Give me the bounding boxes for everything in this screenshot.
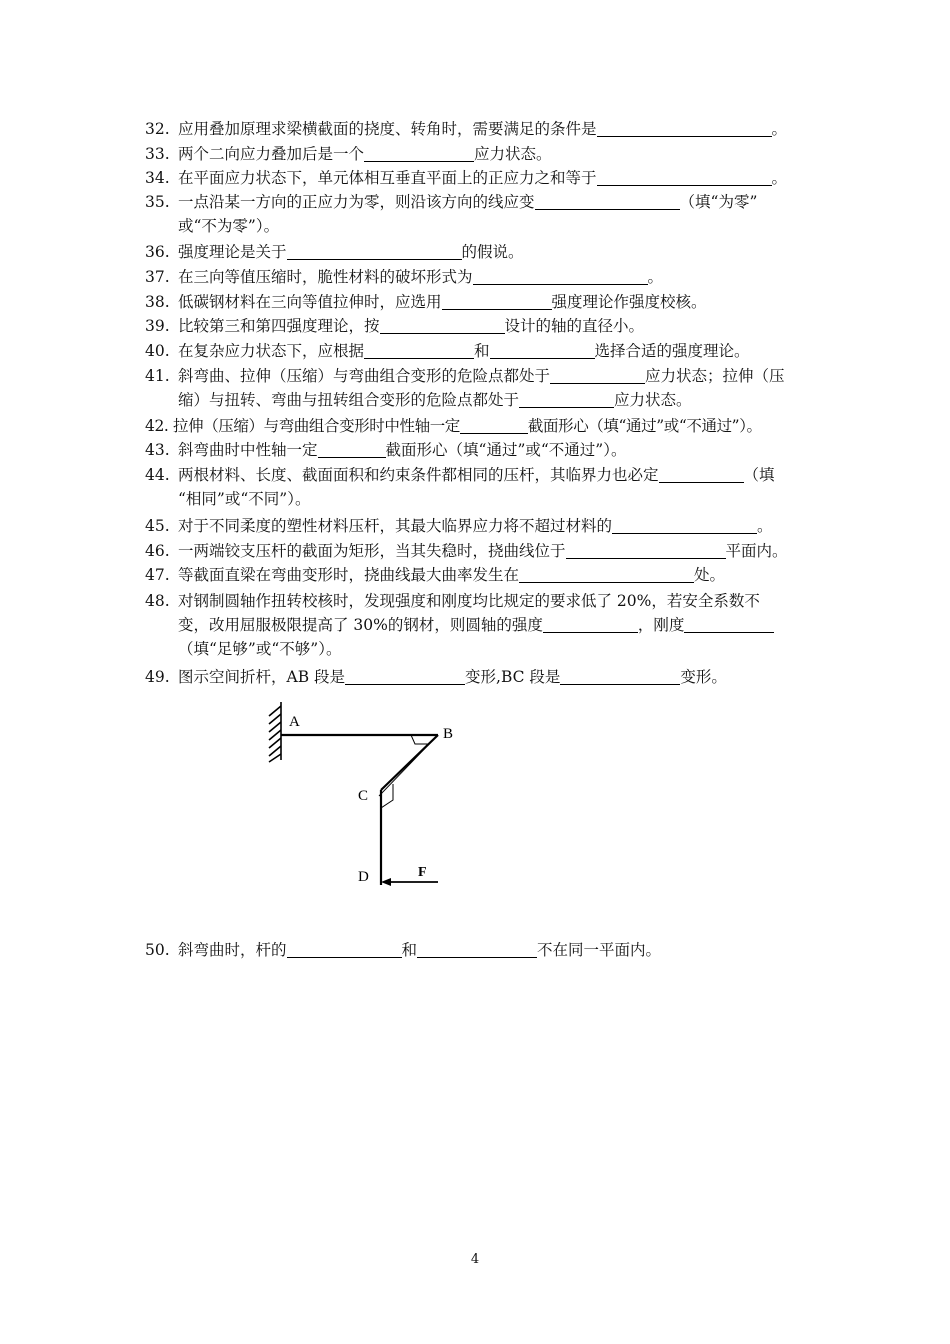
question-number: 35.: [145, 193, 170, 211]
question-text: 应用叠加原理求梁横截面的挠度、转角时，需要满足的条件是: [178, 120, 597, 138]
answer-blank[interactable]: [364, 145, 474, 162]
question-text: 一两端铰支压杆的截面为矩形，当其失稳时，挠曲线位于: [178, 542, 566, 560]
segment-bc-edge: [379, 740, 433, 796]
question-text: 。: [647, 268, 664, 286]
question-number: 47.: [145, 566, 170, 584]
question-text: 变形,BC 段是: [465, 668, 561, 686]
question-40: [145, 339, 810, 363]
question-number: 32.: [145, 120, 170, 138]
answer-blank[interactable]: [612, 517, 757, 534]
answer-blank[interactable]: [543, 616, 638, 633]
question-44: [145, 463, 810, 511]
question-text: 等截面直梁在弯曲变形时，挠曲线最大曲率发生在: [178, 566, 520, 584]
question-text: 斜弯曲、拉伸（压缩）与弯曲组合变形的危险点都处于: [178, 367, 551, 385]
answer-blank[interactable]: [684, 616, 774, 633]
question-text: （填“为零”: [679, 193, 758, 211]
question-text: 截面形心（填“通过”或“不通过”）。: [527, 417, 762, 435]
answer-blank[interactable]: [535, 193, 680, 210]
answer-blank[interactable]: [519, 391, 614, 408]
question-number: 41.: [145, 367, 170, 385]
label-d: D: [358, 869, 369, 885]
question-46: [145, 539, 810, 563]
question-41: [145, 364, 810, 412]
right-angle-mark-b: [411, 735, 429, 744]
label-a: A: [289, 714, 300, 730]
question-35: [145, 190, 810, 238]
question-45: [145, 514, 810, 538]
question-text: 。: [771, 169, 788, 187]
question-47: [145, 563, 810, 587]
question-text: 。: [757, 517, 773, 535]
label-c: C: [358, 788, 369, 804]
label-b: B: [443, 726, 454, 742]
answer-blank[interactable]: [519, 566, 694, 583]
question-text: 两根材料、长度、截面面积和约束条件都相同的压杆，其临界力也必定: [178, 466, 659, 484]
question-text: 平面内。: [725, 542, 788, 560]
question-number: 48.: [145, 592, 170, 610]
answer-blank[interactable]: [364, 342, 474, 359]
question-number: 36.: [145, 243, 170, 261]
answer-blank[interactable]: [566, 542, 726, 559]
question-text: 图示空间折杆，AB 段是: [178, 668, 346, 686]
question-text: 变形。: [680, 668, 727, 686]
question-43: [145, 438, 810, 462]
answer-blank[interactable]: [550, 367, 645, 384]
question-text: 的假说。: [461, 243, 524, 261]
question-text: 强度理论作强度校核。: [551, 293, 707, 311]
answer-blank[interactable]: [473, 268, 648, 285]
question-text: 在平面应力状态下，单元体相互垂直平面上的正应力之和等于: [178, 169, 597, 187]
answer-blank[interactable]: [345, 668, 465, 685]
question-number: 33.: [145, 145, 170, 163]
question-38: [145, 290, 810, 314]
question-text: 变，改用屈服极限提高了 30%的钢材，则圆轴的强度: [178, 616, 543, 634]
question-text: 斜弯曲时，杆的: [178, 941, 287, 959]
bent-bar-figure: [255, 700, 475, 900]
answer-blank[interactable]: [597, 169, 772, 186]
question-34: [145, 166, 810, 190]
question-number: 37.: [145, 268, 170, 286]
question-36: [145, 240, 810, 264]
answer-blank[interactable]: [659, 466, 744, 483]
question-text: 两个二向应力叠加后是一个: [178, 145, 365, 163]
question-text: 对钢制圆轴作扭转校核时，发现强度和刚度均比规定的要求低了 20%，若安全系数不: [178, 592, 760, 610]
label-f: F: [418, 865, 427, 880]
question-text: 截面形心（填“通过”或“不通过”）。: [385, 441, 627, 459]
question-49: [145, 665, 810, 689]
question-text: 在三向等值压缩时，脆性材料的破坏形式为: [178, 268, 473, 286]
question-text: 应力状态。: [474, 145, 552, 163]
question-32: [145, 117, 810, 141]
question-number: 34.: [145, 169, 170, 187]
question-text: 强度理论是关于: [178, 243, 287, 261]
question-text: 应力状态。: [614, 391, 692, 409]
question-text: （填“足够”或“不够”）。: [178, 640, 342, 658]
force-arrowhead: [381, 878, 391, 886]
question-text: 拉伸（压缩）与弯曲组合变形时中性轴一定: [173, 417, 460, 435]
question-number: 39.: [145, 317, 170, 335]
question-text: “相同”或“不同”）。: [178, 490, 311, 508]
question-text: 对于不同柔度的塑性材料压杆，其最大临界应力将不超过材料的: [178, 517, 613, 535]
question-39: [145, 314, 810, 338]
answer-blank[interactable]: [380, 317, 505, 334]
question-text: 。: [771, 120, 788, 138]
question-text: 选择合适的强度理论。: [594, 342, 750, 360]
question-text: 不在同一平面内。: [537, 941, 662, 959]
answer-blank[interactable]: [442, 293, 552, 310]
answer-blank[interactable]: [460, 417, 528, 434]
question-text: 和: [401, 941, 418, 959]
question-number: 44.: [145, 466, 170, 484]
question-37: [145, 265, 810, 289]
question-48: [145, 589, 810, 661]
answer-blank[interactable]: [490, 342, 595, 359]
question-number: 45.: [145, 517, 170, 535]
answer-blank[interactable]: [560, 668, 680, 685]
answer-blank[interactable]: [318, 441, 386, 458]
question-33: [145, 142, 810, 166]
question-text: 应力状态；拉伸（压: [645, 367, 785, 385]
question-text: 处。: [694, 566, 726, 584]
fixed-support-icon: [269, 702, 281, 762]
page-number: 4: [470, 1252, 480, 1267]
answer-blank[interactable]: [287, 941, 402, 958]
question-text: 一点沿某一方向的正应力为零，则沿该方向的线应变: [178, 193, 535, 211]
question-number: 42.: [145, 417, 169, 435]
question-number: 46.: [145, 542, 170, 560]
answer-blank[interactable]: [597, 120, 772, 137]
question-text: 斜弯曲时中性轴一定: [178, 441, 318, 459]
question-42: [145, 414, 810, 438]
question-number: 40.: [145, 342, 170, 360]
question-text: 低碳钢材料在三向等值拉伸时，应选用: [178, 293, 442, 311]
question-text: ，刚度: [637, 616, 685, 634]
question-text: （填: [743, 466, 775, 484]
question-number: 38.: [145, 293, 170, 311]
question-number: 43.: [145, 441, 170, 459]
question-text: 和: [474, 342, 490, 360]
question-text: 缩）与扭转、弯曲与扭转组合变形的危险点都处于: [178, 391, 520, 409]
answer-blank[interactable]: [287, 243, 462, 260]
question-50: [145, 938, 810, 962]
question-number: 50.: [145, 941, 170, 959]
question-text: 比较第三和第四强度理论，按: [178, 317, 380, 335]
question-text: 或“不为零”）。: [178, 217, 280, 235]
question-text: 在复杂应力状态下，应根据: [178, 342, 365, 360]
answer-blank[interactable]: [417, 941, 537, 958]
question-text: 设计的轴的直径小。: [504, 317, 645, 335]
question-number: 49.: [145, 668, 170, 686]
